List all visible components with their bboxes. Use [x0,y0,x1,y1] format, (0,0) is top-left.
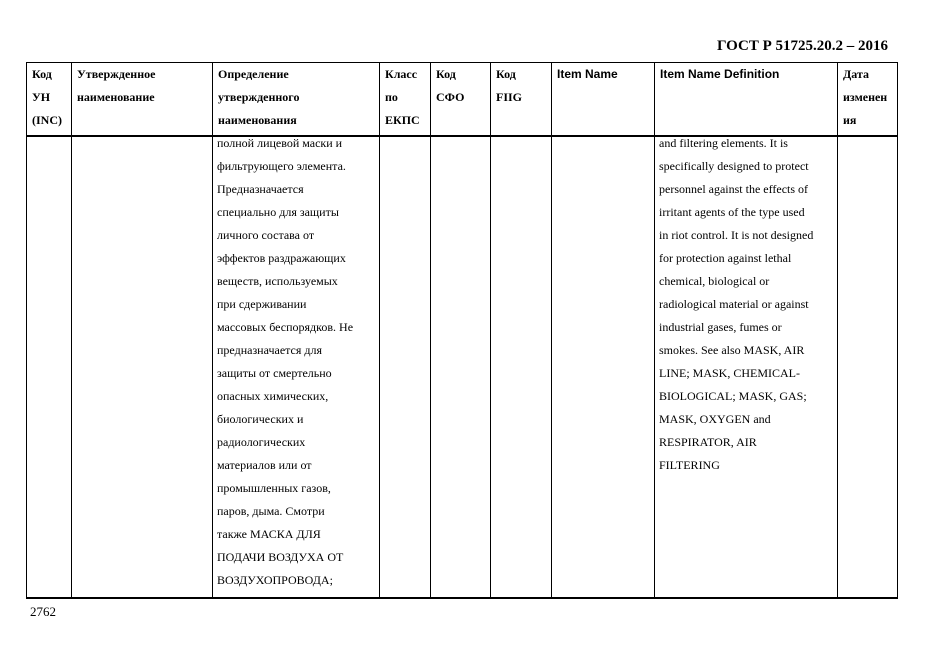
cell-approved-name [72,136,213,598]
definition-line: биологических и [217,412,304,426]
definition-line: личного состава от [217,228,315,242]
definition-line: материалов или от [217,458,312,472]
definition-line: industrial gases, fumes or [659,320,782,334]
cell-ekps-class [380,136,431,598]
header-ekps-class [380,63,431,137]
header-line: Определение [218,67,289,81]
header-line: Дата [843,67,869,81]
table-row [27,136,898,598]
header-change-date [838,63,898,137]
header-definition-ru [213,63,380,137]
header-sfo-code [431,63,491,137]
header-line: FIIG [496,90,523,104]
definition-line: irritant agents of the type used [659,205,805,219]
definition-line: smokes. See also MASK, AIR [659,343,805,357]
header-line: Класс [385,67,418,81]
definition-line: radiological material or against [659,297,809,311]
cell-item-name-definition [655,136,838,598]
header-line: (INC) [32,113,62,127]
catalog-table [26,62,898,599]
definition-line: for protection against lethal [659,251,792,265]
cell-change-date [838,136,898,598]
header-line: Item Name Definition [660,67,780,81]
definition-line: BIOLOGICAL; MASK, GAS; [659,389,807,403]
header-inc [27,63,72,137]
cell-inc [27,136,72,598]
definition-line: specifically designed to protect [659,159,809,173]
document-code: ГОСТ Р 51725.20.2 – 2016 [716,38,888,54]
header-line: Item Name [557,67,618,81]
definition-line: опасных химических, [217,389,329,403]
header-line: ия [843,113,857,127]
definition-line: эффектов раздражающих [217,251,346,265]
header-row [27,63,898,137]
header-line: изменен [843,90,888,104]
definition-line: защиты от смертельно [217,366,332,380]
header-line: наименования [218,113,297,127]
cell-fiig-code [491,136,552,598]
header-line: Код [496,67,516,81]
cell-definition-ru [213,136,380,598]
header-item-name [552,63,655,137]
definition-line: массовых беспорядков. Не [217,320,354,334]
definition-line: фильтрующего элемента. [217,159,346,173]
definition-line: предназначается для [217,343,322,357]
definition-line: and filtering elements. It is [659,136,788,150]
definition-line: chemical, biological or [659,274,770,288]
definition-line: паров, дыма. Смотри [217,504,325,518]
definition-line: радиологических [217,435,306,449]
header-fiig-code [491,63,552,137]
header-item-name-definition [655,63,838,137]
definition-line: ВОЗДУХОПРОВОДА; [217,573,333,587]
definition-line: веществ, используемых [217,274,338,288]
header-line: Код [32,67,52,81]
definition-line: специально для защиты [217,205,339,219]
header-line: ЕКПС [385,113,420,127]
page-number: 2762 [30,604,56,619]
cell-item-name [552,136,655,598]
definition-line: LINE; MASK, CHEMICAL- [659,366,800,380]
cell-sfo-code [431,136,491,598]
header-line: УН [32,90,51,104]
header-line: СФО [436,90,465,104]
definition-line: in riot control. It is not designed [659,228,814,242]
header-line: Утвержденное [77,67,156,81]
definition-line: MASK, OXYGEN and [659,412,771,426]
definition-line: RESPIRATOR, AIR [659,435,757,449]
definition-line: промышленных газов, [217,481,331,495]
definition-line: также МАСКА ДЛЯ [217,527,321,541]
definition-line: Предназначается [217,182,304,196]
definition-line: при сдерживании [217,297,307,311]
header-line: наименование [77,90,155,104]
definition-line: FILTERING [659,458,720,472]
definition-line: ПОДАЧИ ВОЗДУХА ОТ [217,550,344,564]
header-approved-name [72,63,213,137]
header-line: Код [436,67,456,81]
header-line: утвержденного [218,90,300,104]
definition-line: полной лицевой маски и [217,136,343,150]
definition-line: personnel against the effects of [659,182,809,196]
header-line: по [385,90,398,104]
